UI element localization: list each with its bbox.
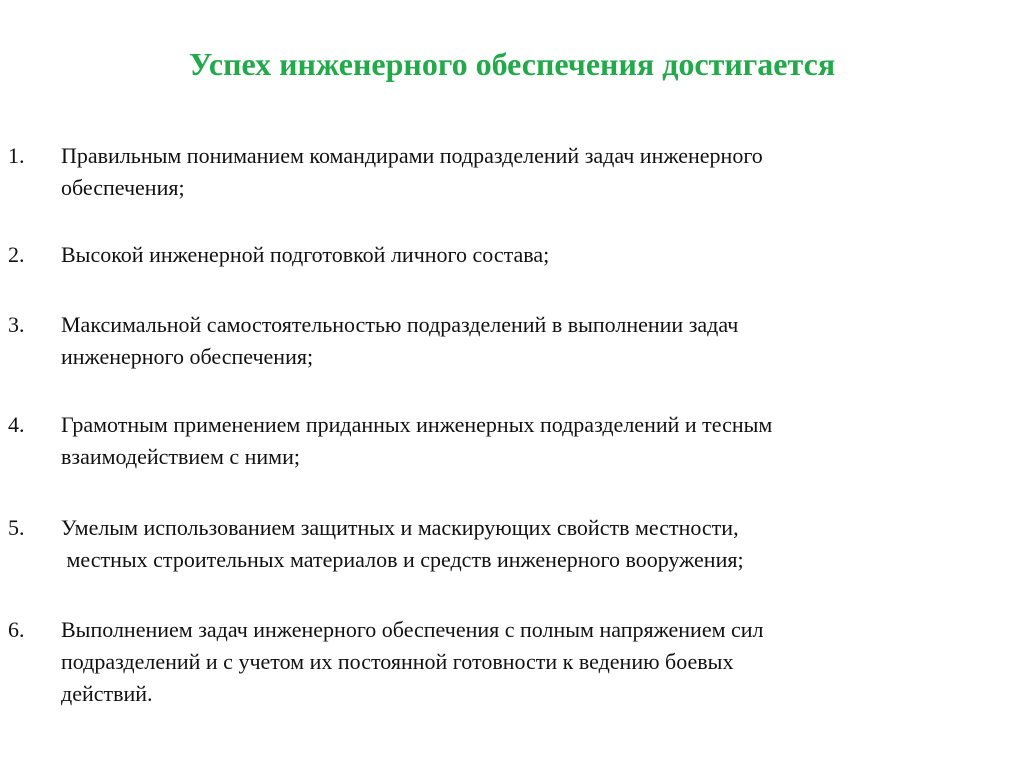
list-item-text-line: действий. [61, 681, 153, 706]
list-item-text-line: инженерного обеспечения; [61, 344, 314, 369]
list-item-text-line: Максимальной самостоятельностью подразделений в выполнении задач [61, 312, 739, 337]
list-item-number: 4. [8, 412, 25, 437]
list-item-text-line: Выполнением задач инженерного обеспечения с полным напряжением сил [61, 617, 764, 642]
list-item-text-line: Грамотным применением приданных инженерных подразделений и тесным [61, 412, 773, 437]
list-item-text-line: обеспечения; [61, 175, 185, 200]
list-item-text-line: подразделений и с учетом их постоянной готовности к ведению боевых [61, 649, 734, 674]
list-item-number: 5. [8, 515, 25, 540]
list-item-number: 1. [8, 143, 25, 168]
list-item-text-line: взаимодействием с ними; [61, 444, 300, 469]
list-item-number: 2. [8, 242, 25, 267]
list-item-text-line: Правильным пониманием командирами подразделений задач инженерного [61, 143, 763, 168]
list-item-number: 3. [8, 312, 25, 337]
slide-title: Успех инженерного обеспечения достигается [188, 46, 836, 82]
list-item-text-line: Высокой инженерной подготовкой личного состава; [61, 242, 550, 267]
list-item-text-line: местных строительных материалов и средств инженерного вооружения; [61, 547, 744, 572]
list-item-number: 6. [8, 617, 25, 642]
list-item-text-line: Умелым использованием защитных и маскирующих свойств местности, [61, 515, 739, 540]
